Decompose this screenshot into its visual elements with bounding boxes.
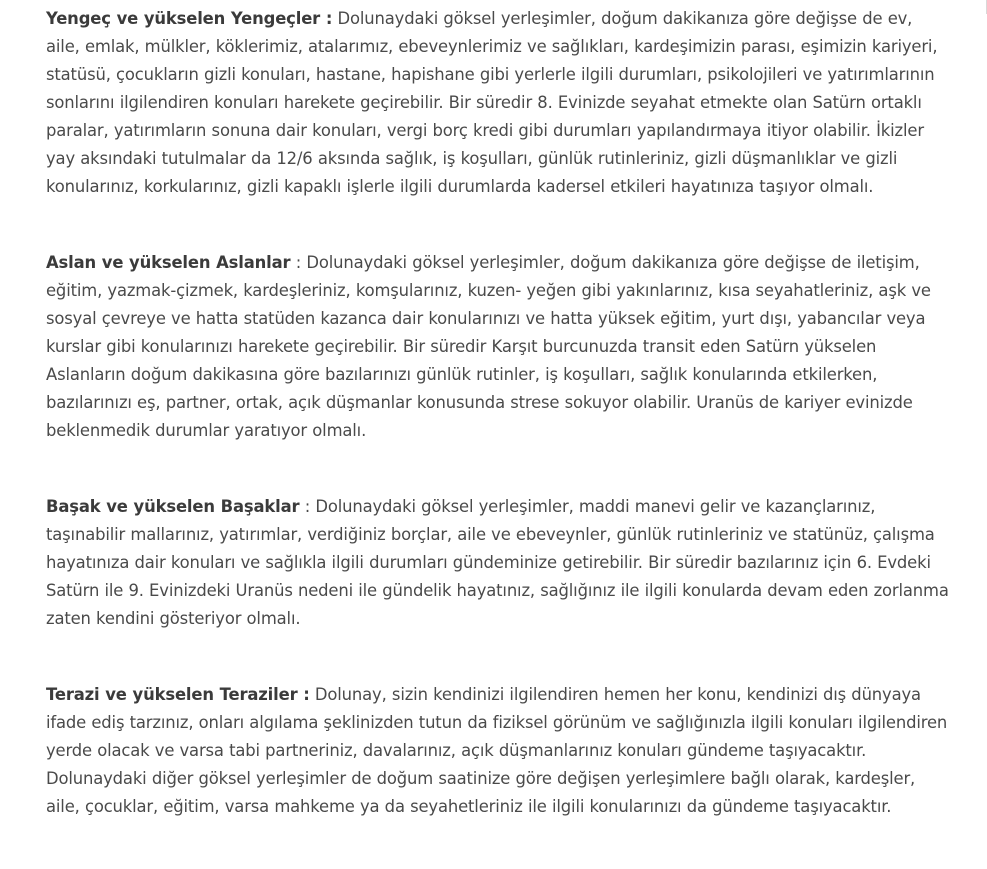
section-body: Dolunay, sizin kendinizi ilgilendiren hemen her konu, kendinizi dış dünyaya ifade ediş tarzınız, onları algılama şeklinizden tutun da fiziksel görünüm ve sağlığınızla ilgili konuları ilgilendiren yerde olacak ve varsa tabi partneriniz, davalarınız, açık düşmanlarınız konuları gündeme taşıyacaktır. Dolunaydaki diğer göksel yerleşimler de doğum saatinize göre değişen yerleşimlere bağlı olarak, kardeşler, aile, çocuklar, eğitim, varsa mahkeme ya da seyahetleriniz ile ilgili konularınızı da gündeme taşıyacaktır. — [46, 685, 948, 816]
section-heading: Aslan ve yükselen Aslanlar — [46, 253, 291, 272]
section-basak — [46, 493, 951, 633]
section-heading: Başak ve yükselen Başaklar — [46, 497, 300, 516]
section-body: Dolunaydaki göksel yerleşimler, doğum dakikanıza göre değişse de ev, aile, emlak, mülkler, köklerimiz, atalarımız, ebeveynlerimiz ve sağlıkları, kardeşimizin parası, eşimizin kariyeri, statüsü, çocukların gizli konuları, hastane, hapishane gibi yerlerle ilgili durumları, psikolojileri ve yatırımlarının sonlarını ilgilendiren konuları harekete geçirebilir. Bir süredir 8. Evinizde seyahat etmekte olan Satürn ortaklı paralar, yatırımların sonuna dair konuları, vergi borç kredi gibi durumları yapılandırmaya itiyor olabilir. İkizler yay aksındaki tutulmalar da 12/6 aksında sağlık, iş koşulları, günlük rutinleriniz, gizli düşmanlıklar ve gizli konularınız, korkularınız, gizli kapaklı işlerle ilgili durumlarda kadersel etkileri hayatınıza taşıyor olmalı. — [46, 9, 938, 196]
section-body: : Dolunaydaki göksel yerleşimler, doğum dakikanıza göre değişse de iletişim, eğitim, yazmak-çizmek, kardeşleriniz, komşularınız, kuzen- yeğen gibi yakınlarınız, kısa seyahatleriniz, aşk ve sosyal çevreye ve hatta statüden kazanca dair konularınızı ve hatta yüksek eğitim, yurt dışı, yabancılar veya kurslar gibi konularınızı harekete geçirebilir. Bir süredir Karşıt burcunuzda transit eden Satürn yükselen Aslanların doğum dakikasına göre bazılarınızı günlük rutinler, iş koşulları, sağlık konularında etkilerken, bazılarınızı eş, partner, ortak, açık düşmanlar konusunda strese sokuyor olabilir. Uranüs de kariyer evinizde beklenmedik durumlar yaratıyor olmalı. — [46, 253, 931, 440]
article-body — [46, 5, 951, 869]
section-heading: Terazi ve yükselen Teraziler : — [46, 685, 310, 704]
section-heading: Yengeç ve yükselen Yengeçler : — [46, 9, 333, 28]
section-aslan — [46, 249, 951, 445]
section-body: : Dolunaydaki göksel yerleşimler, maddi manevi gelir ve kazançlarınız, taşınabilir mallarınız, yatırımlar, verdiğiniz borçlar, aile ve ebeveynler, günlük rutinleriniz ve statünüz, çalışma hayatınıza dair konuları ve sağlıkla ilgili durumları gündeminize getirebilir. Bir süredir bazılarınız için 6. Evdeki Satürn ile 9. Evinizdeki Uranüs nedeni ile gündelik hayatınız, sağlığınız ile ilgili konularda devam eden zorlanma zaten kendini gösteriyor olmalı. — [46, 497, 949, 628]
section-yengec — [46, 5, 951, 201]
section-terazi — [46, 681, 951, 821]
